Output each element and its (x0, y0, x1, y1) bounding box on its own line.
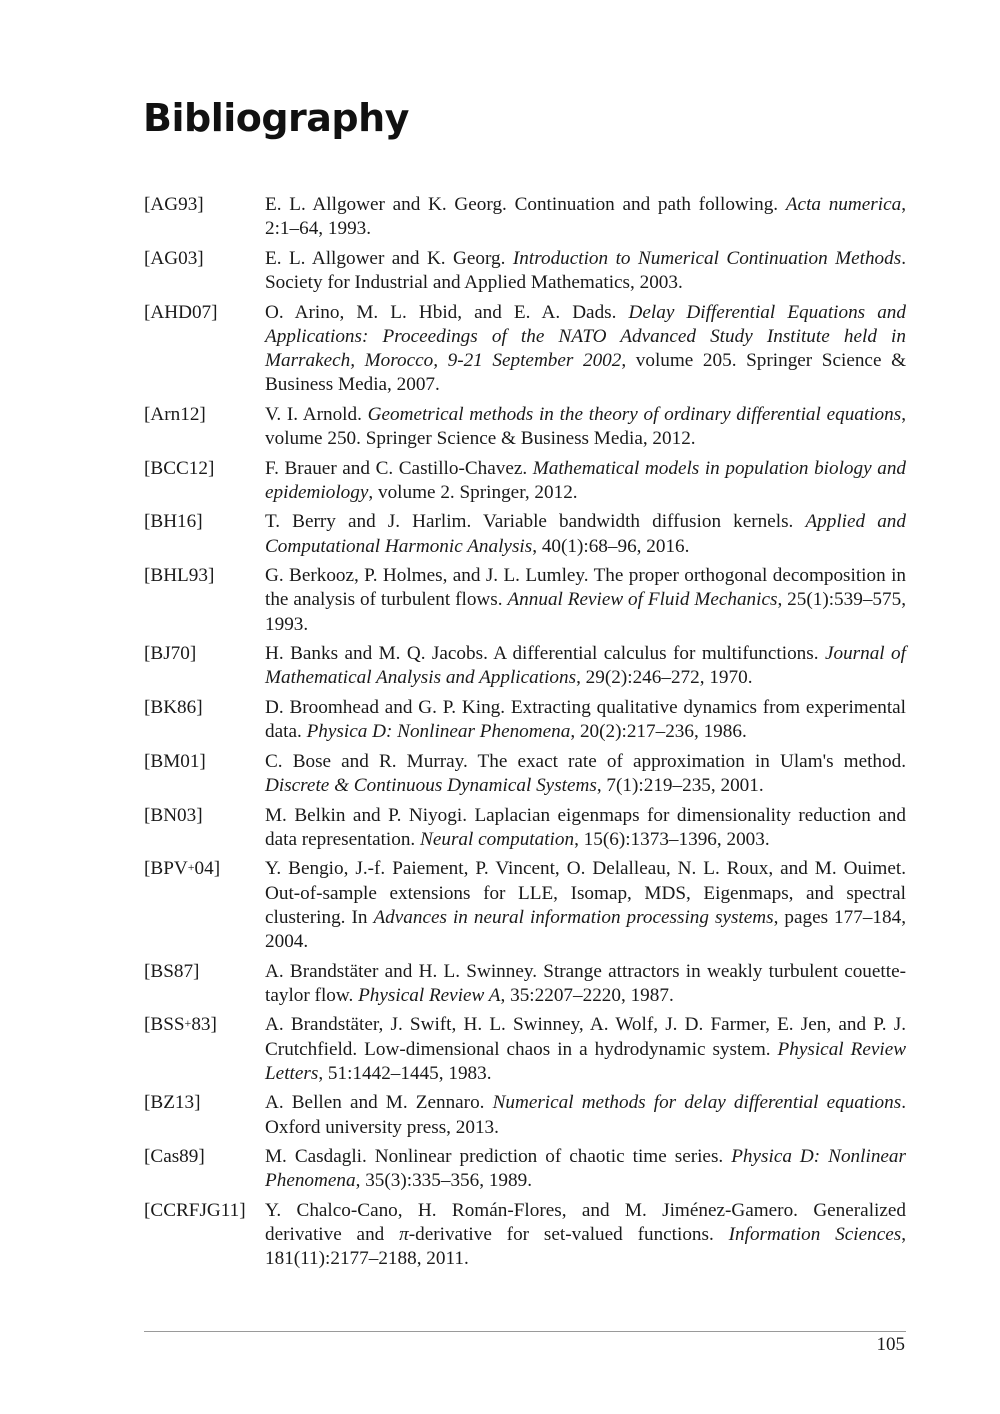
bib-italic-text: Introduction to Numerical Continuation Methods (512, 247, 902, 269)
bib-key (144, 193, 265, 217)
bib-key (144, 510, 265, 534)
bib-entry (144, 403, 906, 451)
bib-reference (265, 301, 906, 398)
bib-text: C. Bose and R. Murray. The exact rate of approximation in Ulam's method. (265, 750, 906, 772)
bib-entry (144, 857, 906, 954)
bib-key-label: [BCC12] (144, 457, 215, 479)
bib-italic-text: Physical Review Letters (265, 1038, 907, 1084)
bib-italic-text: Physical Review A (358, 984, 501, 1006)
bib-key-label: [BM01] (144, 750, 206, 772)
bib-key-superscript: + (187, 859, 195, 874)
bib-italic-text: Numerical methods for delay differential equations (492, 1092, 902, 1114)
bib-reference (265, 1091, 906, 1139)
bib-key-label: [AG03] (144, 247, 204, 269)
bib-text: , 20(2):217–236, 1986. (570, 721, 747, 743)
bib-reference (265, 696, 906, 744)
bib-entry (144, 1091, 906, 1139)
bib-text: , 29(2):246–272, 1970. (576, 667, 753, 689)
bib-text: , volume 250. Springer Science & Business Media, 2012. (265, 403, 906, 449)
bib-reference (265, 1145, 906, 1193)
bib-entry (144, 1199, 906, 1272)
bib-italic-text: Mathematical models in population biology and epidemiology (265, 457, 907, 503)
bib-reference (265, 564, 906, 637)
bib-text: . Oxford university press, 2013. (265, 1092, 906, 1138)
bib-reference (265, 247, 906, 295)
bib-entry (144, 1013, 906, 1086)
bib-entry (144, 750, 906, 798)
bib-key (144, 804, 265, 828)
bib-text: , 35(3):335–356, 1989. (355, 1170, 533, 1192)
bib-key-label: [BS87] (144, 960, 200, 982)
bib-reference (265, 804, 906, 852)
bib-entry (144, 247, 906, 295)
bib-entry (144, 642, 906, 690)
bib-italic-text: Annual Review of Fluid Mechanics (507, 589, 778, 611)
bib-entry (144, 564, 906, 637)
bib-key-label: [BSS (144, 1014, 185, 1036)
bib-key-label: [BZ13] (144, 1092, 201, 1114)
bib-key (144, 642, 265, 666)
bib-text: A. Bellen and M. Zennaro. (265, 1092, 493, 1114)
bib-italic-text: Advances in neural information processing systems (373, 906, 774, 928)
bib-key (144, 1199, 265, 1223)
bib-text: , 35:2207–2220, 1987. (500, 984, 674, 1006)
bib-key (144, 403, 265, 427)
bib-entry (144, 1145, 906, 1193)
bib-italic-text: Geometrical methods in the theory of ordinary differential equations (367, 403, 902, 425)
bib-text: M. Belkin and P. Niyogi. Laplacian eigenmaps for dimensionality reduction and data representation. (265, 804, 906, 850)
bib-text: E. L. Allgower and K. Georg. Continuation and path following. (265, 194, 786, 215)
bib-text: T. Berry and J. Harlim. Variable bandwidth diffusion kernels. (265, 511, 806, 533)
bib-text: , 25(1):539–575, 1993. (265, 589, 906, 635)
footer-rule (144, 1331, 906, 1332)
bib-text: A. Brandstäter, J. Swift, H. L. Swinney, A. Wolf, J. D. Farmer, E. Jen, and P. J. Crutchfield. Low-dimensional chaos in a hydrodynamic system. (265, 1014, 906, 1060)
bib-key-label: [CCRFJG11] (144, 1199, 246, 1221)
bib-text: , pages 177–184, 2004. (265, 906, 907, 952)
bib-key-label: [BPV (144, 858, 188, 880)
bib-key (144, 247, 265, 271)
bib-reference (265, 457, 906, 505)
bib-text: , volume 205. Springer Science & Business Media, 2007. (265, 350, 906, 396)
page-title: Bibliography (143, 96, 409, 140)
bib-key-label: [BN03] (144, 804, 203, 826)
bib-italic-text: Journal of Mathematical Analysis and Applications (265, 643, 906, 689)
bib-text: G. Berkooz, P. Holmes, and J. L. Lumley. The proper orthogonal decomposition in the analysis of turbulent flows. (265, 565, 906, 611)
bib-key (144, 1013, 265, 1037)
bib-reference (265, 750, 906, 798)
bib-entry (144, 301, 906, 398)
bib-key (144, 750, 265, 774)
bib-key-suffix: 83] (191, 1014, 217, 1036)
bib-key-label: [BHL93] (144, 565, 215, 587)
bib-key (144, 696, 265, 720)
bib-entry (144, 696, 906, 744)
bib-key-label: [BK86] (144, 696, 203, 718)
bib-key (144, 857, 265, 881)
bib-reference (265, 1013, 906, 1086)
bib-entry (144, 193, 906, 241)
bib-key (144, 457, 265, 481)
bib-reference (265, 642, 906, 690)
bib-entry (144, 457, 906, 505)
bib-reference (265, 1199, 906, 1272)
bib-text: M. Casdagli. Nonlinear prediction of chaotic time series. (265, 1146, 732, 1168)
bib-italic-text: π (399, 1224, 409, 1246)
bib-italic-text: Information Sciences (728, 1224, 902, 1246)
bib-entry (144, 960, 906, 1008)
bib-text: , 15(6):1373–1396, 2003. (574, 828, 770, 850)
bib-reference (265, 960, 906, 1008)
bib-text: , 51:1442–1445, 1983. (318, 1062, 492, 1084)
bibliography-list (144, 193, 906, 1277)
bib-entry (144, 510, 906, 558)
bib-text: , 7(1):219–235, 2001. (596, 774, 764, 796)
bib-text: , 181(11):2177–2188, 2011. (265, 1224, 907, 1270)
bib-key-label: [AHD07] (144, 301, 218, 323)
bib-key (144, 1145, 265, 1169)
bib-text: H. Banks and M. Q. Jacobs. A differential calculus for multifunctions. (265, 643, 825, 665)
bib-reference (265, 857, 906, 954)
bib-key (144, 960, 265, 984)
bib-text: F. Brauer and C. Castillo-Chavez. (265, 457, 533, 479)
bib-text: . Society for Industrial and Applied Mathematics, 2003. (265, 247, 906, 293)
bib-reference (265, 510, 906, 558)
bib-key (144, 564, 265, 588)
bib-text: A. Brandstäter and H. L. Swinney. Strange attractors in weakly turbulent couette-taylor flow. (265, 960, 906, 1006)
page-number: 105 (876, 1334, 905, 1355)
bib-italic-text: Applied and Computational Harmonic Analysis (265, 511, 906, 557)
bib-text: Y. Bengio, J.-f. Paiement, P. Vincent, O. Delalleau, N. L. Roux, and M. Ouimet. Out-of-sample extensions for LLE, Isomap, MDS, Eigenmaps, and spectral clustering. In (265, 858, 906, 928)
bib-italic-text: Physica D: Nonlinear Phenomena (306, 721, 571, 743)
bib-italic-text: Neural computation (420, 828, 575, 850)
bib-text: O. Arino, M. L. Hbid, and E. A. Dads. (265, 301, 629, 323)
bib-text: Y. Chalco-Cano, H. Román-Flores, and M. Jiménez-Gamero. Generalized derivative and (265, 1199, 906, 1246)
bib-text: E. L. Allgower and K. Georg. (265, 247, 513, 269)
bib-text: -derivative for set-valued functions. (408, 1224, 729, 1246)
bib-text: D. Broomhead and G. P. King. Extracting qualitative dynamics from experimental data. (265, 696, 906, 743)
bib-key-label: [BH16] (144, 511, 203, 533)
bib-key-label: [Arn12] (144, 403, 206, 425)
bib-reference (265, 193, 906, 241)
bib-text: , 40(1):68–96, 2016. (532, 535, 690, 557)
bib-key-label: [AG93] (144, 194, 204, 215)
bib-entry (144, 804, 906, 852)
bib-italic-text: Discrete & Continuous Dynamical Systems (265, 774, 597, 796)
bib-text: V. I. Arnold. (265, 403, 368, 425)
bib-key-label: [Cas89] (144, 1146, 205, 1168)
bib-italic-text: Acta numerica (785, 194, 902, 215)
bib-key (144, 1091, 265, 1115)
bib-italic-text: Physica D: Nonlinear Phenomena (265, 1146, 906, 1192)
bib-italic-text: Delay Differential Equations and Applications: Proceedings of the NATO Advanced Study Institute held in Marrakech, Morocco, 9-21 September 2002 (265, 301, 906, 371)
bib-text: , 2:1–64, 1993. (265, 194, 906, 240)
bib-text: , volume 2. Springer, 2012. (368, 481, 578, 503)
bib-reference (265, 403, 906, 451)
bib-key-superscript: + (184, 1015, 192, 1030)
bib-key-suffix: 04] (194, 858, 221, 880)
bib-key (144, 301, 265, 325)
bib-key-label: [BJ70] (144, 643, 197, 665)
